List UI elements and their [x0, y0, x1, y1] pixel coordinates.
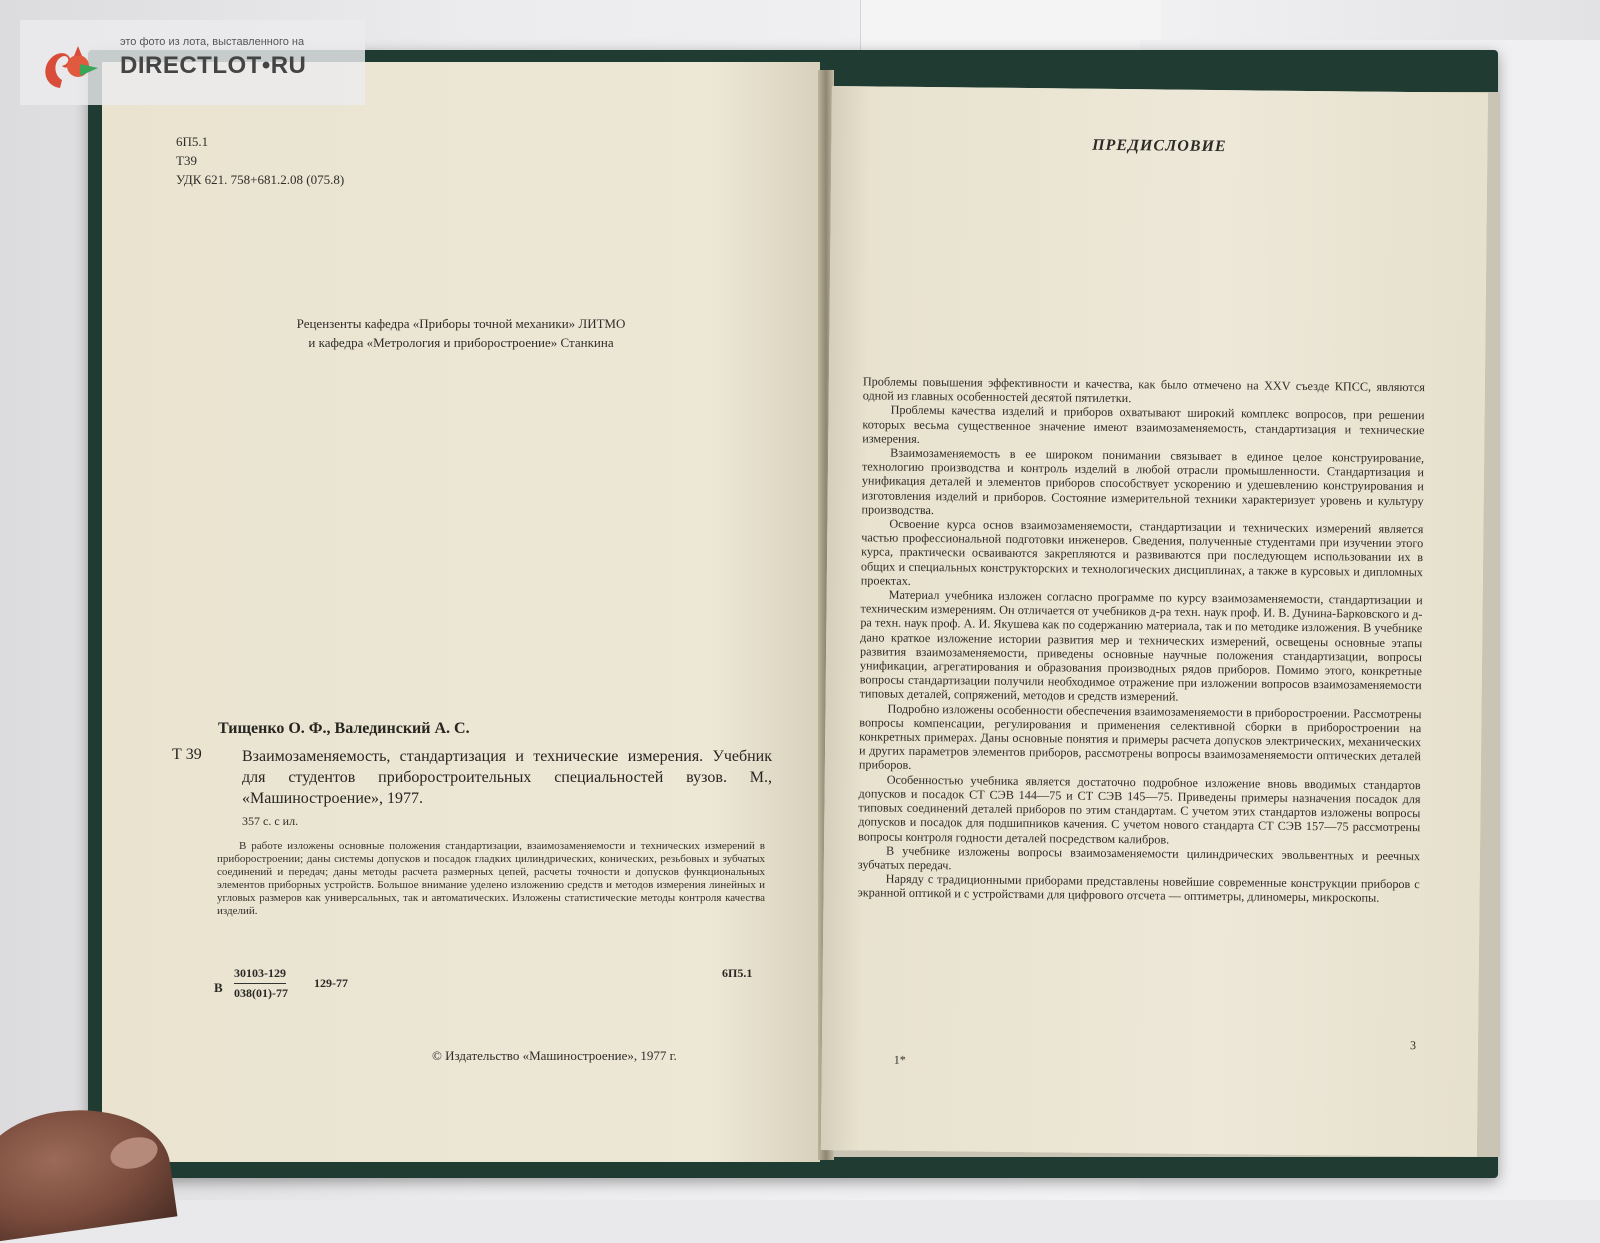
bibliographic-code: Т 39 — [172, 746, 202, 763]
book-abstract: В работе изложены основные положения стандартизации, взаимозаменяемости и технических измерений в приборостроении; даны системы допусков и посадок гладких цилиндрических, конических, резьбовых и зубчатых соединений и передач; даны методы расчета размерных цепей, расчеты точности и допусков функциональных элементов приборных устройств. Большое внимание уделено изложению средств и методов измерения линейных и угловых размеров как универсальных, так и автоматических. Изложены статистические методы контроля качества изделий. — [217, 840, 765, 917]
author-mark: Т39 — [176, 153, 197, 168]
preface-paragraph: Наряду с традиционными приборами представлены новейшие современные конструкции приборов с экранной оптикой и с устройствами для цифрового отсчета — оптиметры, длиномеры, микроскопы. — [857, 871, 1420, 906]
page-number: 3 — [1409, 1038, 1417, 1053]
catalog-classification: 6П5.1 — [722, 966, 753, 980]
bibliographic-description: Взаимозаменяемость, стандартизация и технические измерения. Учебник для студентов приборостроительных специальностей вузов. М., «Машиностроение», 1977. — [242, 748, 772, 807]
preface-paragraph: Подробно изложены особенности обеспечения взаимозаменяемости в приборостроении. Рассмотрены вопросы компенсации, регулирования и применения селективной сборки в приборостроении на конкретных примерах. Даны основные понятия и примеры расчета допусков электрических, механических и других параметров элементов приборов, рассмотрены вопросы взаимозаменяемости оптических деталей приборов. — [858, 701, 1422, 773]
catalog-numerator: 30103-129 — [234, 966, 286, 984]
signature-mark: 1* — [893, 1052, 906, 1067]
preface-title: ПРЕДИСЛОВИЕ — [1092, 136, 1227, 156]
classification-codes — [176, 132, 344, 189]
preface-paragraph: Взаимозаменяемость в ее широком понимании связывает в единое целое конструирование, технологию производства и контроль изделий в любой отрасли промышленности. Стандартизация и унификация деталей и элементов приборов способствует ускорению и удешевлению конструирования и изготовления изделий и приборов. Состояние измерительной техники характеризует уровень и культуру производства. — [861, 445, 1425, 517]
preface-paragraph: Проблемы качества изделий и приборов охватывают широкий комплекс вопросов, при решении которых весьма существенное значение имеют взаимозаменяемость, стандартизация и технические измерения. — [862, 403, 1425, 446]
preface-paragraph: В учебнике изложены вопросы взаимозаменяемости цилиндрических эвольвентных и реечных зубчатых передач. — [857, 843, 1421, 873]
reviewers-line: и кафедра «Метрология и приборостроение» Станкина — [308, 335, 614, 350]
preface-paragraph: Материал учебника изложен согласно программе по курсу взаимозаменяемости, стандартизации и техническим измерениям. Он отличается от учебников д-ра техн. наук проф. И. В. Дунина-Барковского и д-ра техн. наук проф. А. И. Якушева как по содержанию материала, так и по методике изложения. В учебнике дано краткое изложение истории развития мер и технических измерений, освещены основные этапы развития взаимозаменяемости, приведены основные научные положения стандартизации, вопросы унификации, агрегатирования и образования производных рядов приборов. Помимо этого, конкретные вопросы стандартизации получили необходимое отражение при изложении вопросов взаимозаменяемости типовых деталей, сопряжений, методов и средств измерений. — [859, 587, 1423, 705]
watermark-brand: DIRECTLOT•RU — [120, 52, 307, 79]
reviewers-line: Рецензенты кафедра «Приборы точной механики» ЛИТМО — [296, 316, 626, 331]
left-page — [102, 62, 820, 1162]
page-count: 357 с. с ил. — [242, 814, 299, 828]
preface-paragraph: Проблемы повышения эффективности и качества, как было отмечено на XXV съезде КПСС, являются одной из главных особенностей десятой пятилетки. — [862, 374, 1425, 406]
catalog-suffix: 129-77 — [314, 976, 348, 990]
udc-code: УДК 621. 758+681.2.08 (075.8) — [176, 172, 345, 187]
squirrel-logo-icon — [40, 42, 106, 92]
right-page — [821, 86, 1488, 1157]
watermark-caption: это фото из лота, выставленного на — [120, 36, 305, 48]
bbk-code: 6П5.1 — [176, 134, 209, 149]
catalog-letter: В — [214, 980, 223, 995]
preface-paragraph: Освоение курса основ взаимозаменяемости, стандартизации и технических измерений является частью профессиональной подготовки инженеров. Сведения, полученные студентами при изучении этого курса, практически осваиваются закрепляются и развиваются при последующем использовании их в общих и специальных конструкторских и технологических дисциплинах, а также в курсовых и дипломных проектах. — [860, 516, 1424, 588]
book-authors: Тищенко О. Ф., Валединский А. С. — [218, 720, 470, 737]
preface-paragraph: Особенностью учебника является достаточно подробное изложение вновь вводимых стандартов допусков и посадок СТ СЭВ 144—75 и СТ СЭВ 145—75. Приведены примеры назначения посадок для типовых соединений деталей приборов по этим стандартам. С учетом этих стандартов изложены вопросы допусков и посадок для подшипников качения. С учетом нового стандарта СТ СЭВ 157—75 рассмотрены вопросы контроля годности деталей посредством калибров. — [858, 772, 1421, 847]
copyright-notice: © Издательство «Машиностроение», 1977 г. — [432, 1048, 677, 1063]
preface-text — [857, 374, 1424, 905]
catalog-index — [214, 966, 774, 1006]
catalog-denominator: 038(01)-77 — [234, 986, 288, 1000]
reviewers-block — [102, 314, 820, 352]
